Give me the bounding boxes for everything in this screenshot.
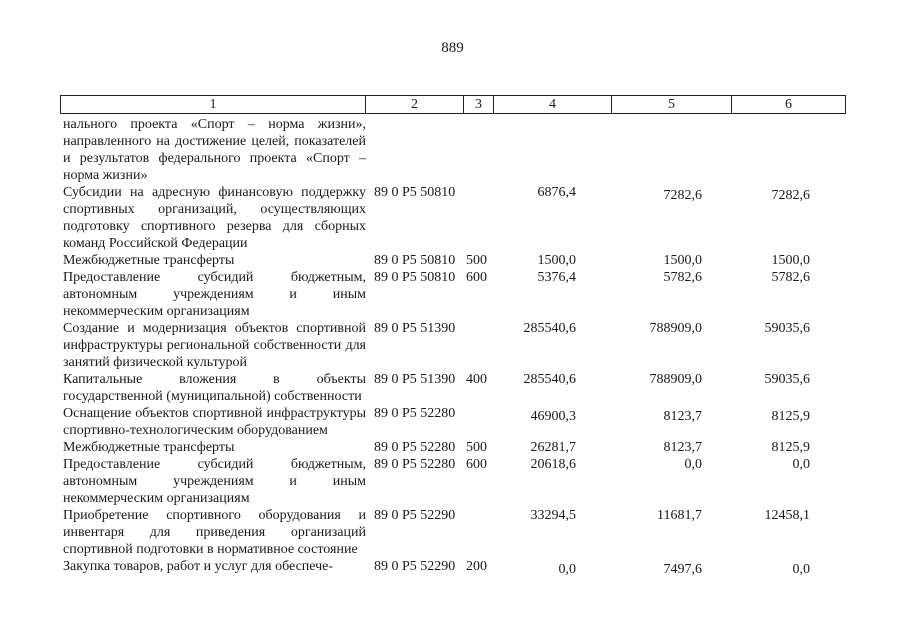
row-description: нального проекта «Спорт – норма жизни», направленного на достижение целей, показателей и результатов федерального проекта «Спорт – норма жизни» bbox=[63, 117, 366, 183]
row-value-col6: 8125,9 bbox=[771, 409, 810, 424]
row-value-col6: 8125,9 bbox=[771, 440, 810, 455]
row-value-col5: 7497,6 bbox=[663, 562, 702, 577]
row-value-col6: 59035,6 bbox=[764, 321, 810, 336]
row-target-code: 89 0 P5 51390 bbox=[374, 372, 456, 387]
row-value-col5: 5782,6 bbox=[663, 270, 702, 285]
row-description: Создание и модернизация объектов спортивной инфраструктуры региональной собственности для занятий физической культурой bbox=[63, 321, 366, 370]
row-description: Закупка товаров, работ и услуг для обеспече- bbox=[63, 559, 334, 574]
row-value-col5: 788909,0 bbox=[649, 321, 702, 336]
row-value-col4: 5376,4 bbox=[537, 270, 576, 285]
header-col-5: 5 bbox=[612, 96, 732, 113]
row-expense-type bbox=[464, 184, 494, 252]
row-target-code bbox=[366, 116, 464, 184]
table-row bbox=[60, 558, 846, 578]
header-col-4: 4 bbox=[494, 96, 612, 113]
row-value-col4 bbox=[494, 116, 612, 184]
row-expense-type bbox=[464, 320, 494, 371]
table-row bbox=[60, 405, 846, 439]
header-col-3: 3 bbox=[464, 96, 494, 113]
row-expense-type bbox=[464, 116, 494, 184]
header-col-1: 1 bbox=[61, 96, 366, 113]
row-value-col6: 7282,6 bbox=[771, 188, 810, 203]
table-row bbox=[60, 507, 846, 558]
row-target-code: 89 0 P5 52290 bbox=[374, 559, 456, 574]
row-value-col4: 285540,6 bbox=[523, 372, 576, 387]
header-col-6: 6 bbox=[785, 97, 792, 112]
row-expense-type: 500 bbox=[466, 253, 487, 268]
row-expense-type: 500 bbox=[466, 440, 487, 455]
page-number: 889 bbox=[441, 40, 464, 56]
row-value-col6: 59035,6 bbox=[764, 372, 810, 387]
row-target-code: 89 0 P5 52280 bbox=[374, 406, 456, 421]
row-expense-type: 600 bbox=[466, 270, 487, 285]
row-description: Капитальные вложения в объекты государственной (муниципальной) собственности bbox=[63, 372, 366, 404]
row-value-col6: 5782,6 bbox=[771, 270, 810, 285]
row-target-code: 89 0 P5 50810 bbox=[374, 270, 456, 285]
row-value-col5: 788909,0 bbox=[649, 372, 702, 387]
row-value-col5: 0,0 bbox=[684, 457, 702, 472]
row-target-code: 89 0 P5 52290 bbox=[374, 508, 456, 523]
table-row bbox=[60, 252, 846, 269]
row-value-col6: 1500,0 bbox=[771, 253, 810, 268]
row-expense-type bbox=[464, 507, 494, 558]
row-value-col6: 0,0 bbox=[792, 562, 810, 577]
row-expense-type: 400 bbox=[466, 372, 487, 387]
row-target-code: 89 0 P5 52280 bbox=[374, 440, 456, 455]
row-description: Субсидии на адресную финансовую поддержку спортивных организаций, осуществляющих подготовку спортивного резерва для сборных команд Российской Федерации bbox=[63, 185, 366, 251]
header-col-2: 2 bbox=[366, 96, 464, 113]
row-expense-type bbox=[464, 405, 494, 439]
row-value-col6: 0,0 bbox=[792, 457, 810, 472]
row-value-col6: 12458,1 bbox=[764, 508, 810, 523]
row-value-col4: 26281,7 bbox=[530, 440, 576, 455]
table-row bbox=[60, 184, 846, 252]
row-value-col4: 20618,6 bbox=[530, 457, 576, 472]
row-value-col4: 0,0 bbox=[558, 562, 576, 577]
table-row bbox=[60, 371, 846, 405]
table-row bbox=[60, 320, 846, 371]
table-row bbox=[60, 456, 846, 507]
row-value-col4: 33294,5 bbox=[530, 508, 576, 523]
row-value-col4: 285540,6 bbox=[523, 321, 576, 336]
row-description: Межбюджетные трансферты bbox=[63, 253, 235, 268]
table-row bbox=[60, 116, 846, 184]
row-description: Предоставление субсидий бюджетным, автономным учреждениям и иным некоммерческим организациям bbox=[63, 270, 366, 319]
row-expense-type: 600 bbox=[466, 457, 487, 472]
row-value-col5: 11681,7 bbox=[657, 508, 702, 523]
row-expense-type: 200 bbox=[466, 559, 487, 574]
table-row bbox=[60, 269, 846, 320]
row-value-col5 bbox=[612, 116, 732, 184]
row-value-col4: 1500,0 bbox=[537, 253, 576, 268]
row-value-col4: 6876,4 bbox=[537, 185, 576, 200]
row-description: Межбюджетные трансферты bbox=[63, 440, 235, 455]
row-value-col5: 8123,7 bbox=[663, 440, 702, 455]
row-target-code: 89 0 P5 50810 bbox=[374, 253, 456, 268]
row-target-code: 89 0 P5 50810 bbox=[374, 185, 456, 200]
row-value-col6 bbox=[732, 116, 846, 184]
row-value-col5: 1500,0 bbox=[663, 253, 702, 268]
row-description: Оснащение объектов спортивной инфраструктуры спортивно-технологическим оборудованием bbox=[63, 406, 366, 438]
row-target-code: 89 0 P5 52280 bbox=[374, 457, 456, 472]
row-target-code: 89 0 P5 51390 bbox=[374, 321, 456, 336]
row-value-col5: 8123,7 bbox=[663, 409, 702, 424]
row-value-col4: 46900,3 bbox=[530, 409, 576, 424]
table-row bbox=[60, 439, 846, 456]
table-header bbox=[60, 95, 846, 114]
row-description: Предоставление субсидий бюджетным, автономным учреждениям и иным некоммерческим организациям bbox=[63, 457, 366, 506]
table-body bbox=[60, 116, 846, 578]
row-value-col5: 7282,6 bbox=[663, 188, 702, 203]
row-description: Приобретение спортивного оборудования и инвентаря для приведения организаций спортивной подготовки в нормативное состояние bbox=[63, 508, 366, 557]
